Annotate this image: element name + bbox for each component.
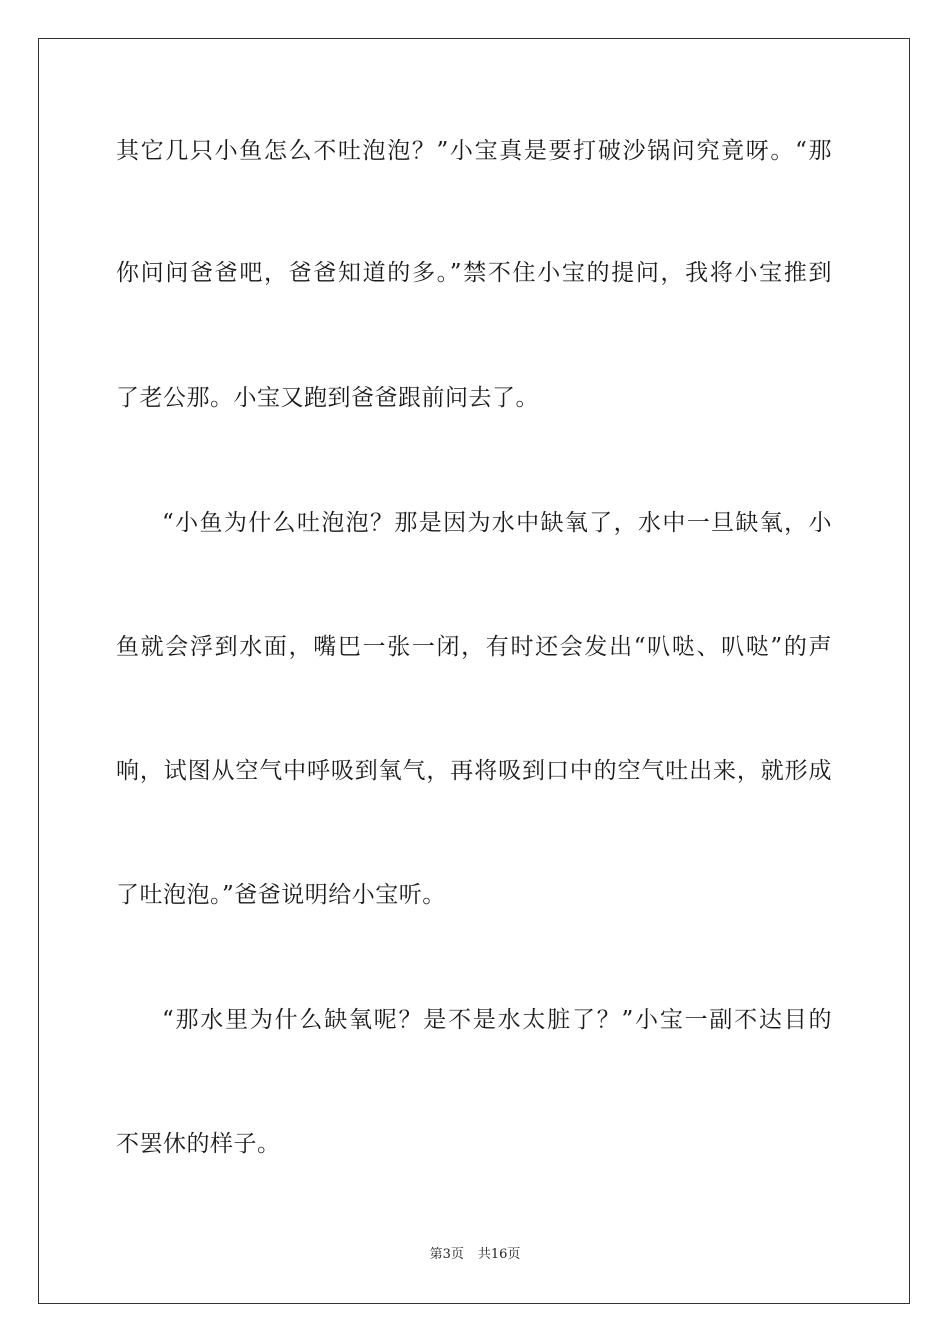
- text-line: “小鱼为什么吐泡泡？那是因为水中缺氧了，水中一旦缺氧，小: [162, 510, 832, 536]
- text-line: 了吐泡泡。”爸爸说明给小宝听。: [116, 882, 446, 908]
- text-line: “那水里为什么缺氧呢？是不是水太脏了？”小宝一副不达目的: [162, 1007, 832, 1033]
- page-total: 共16页: [477, 1247, 521, 1262]
- text-line: 你问问爸爸吧，爸爸知道的多。”禁不住小宝的提问，我将小宝推到: [116, 260, 832, 286]
- text-line: 其它几只小鱼怎么不吐泡泡？”小宝真是要打破沙锅问究竟呀。“那: [116, 138, 832, 164]
- text-line: 鱼就会浮到水面，嘴巴一张一闭，有时还会发出“叭哒、叭哒”的声: [116, 634, 832, 660]
- page-number: 第3页: [429, 1247, 464, 1262]
- text-line: 了老公那。小宝又跑到爸爸跟前问去了。: [116, 385, 539, 411]
- text-line: 不罢休的样子。: [116, 1131, 281, 1157]
- page-footer: [0, 1246, 950, 1264]
- page-border: [38, 38, 910, 1304]
- text-line: 响，试图从空气中呼吸到氧气，再将吸到口中的空气吐出来，就形成: [116, 758, 832, 784]
